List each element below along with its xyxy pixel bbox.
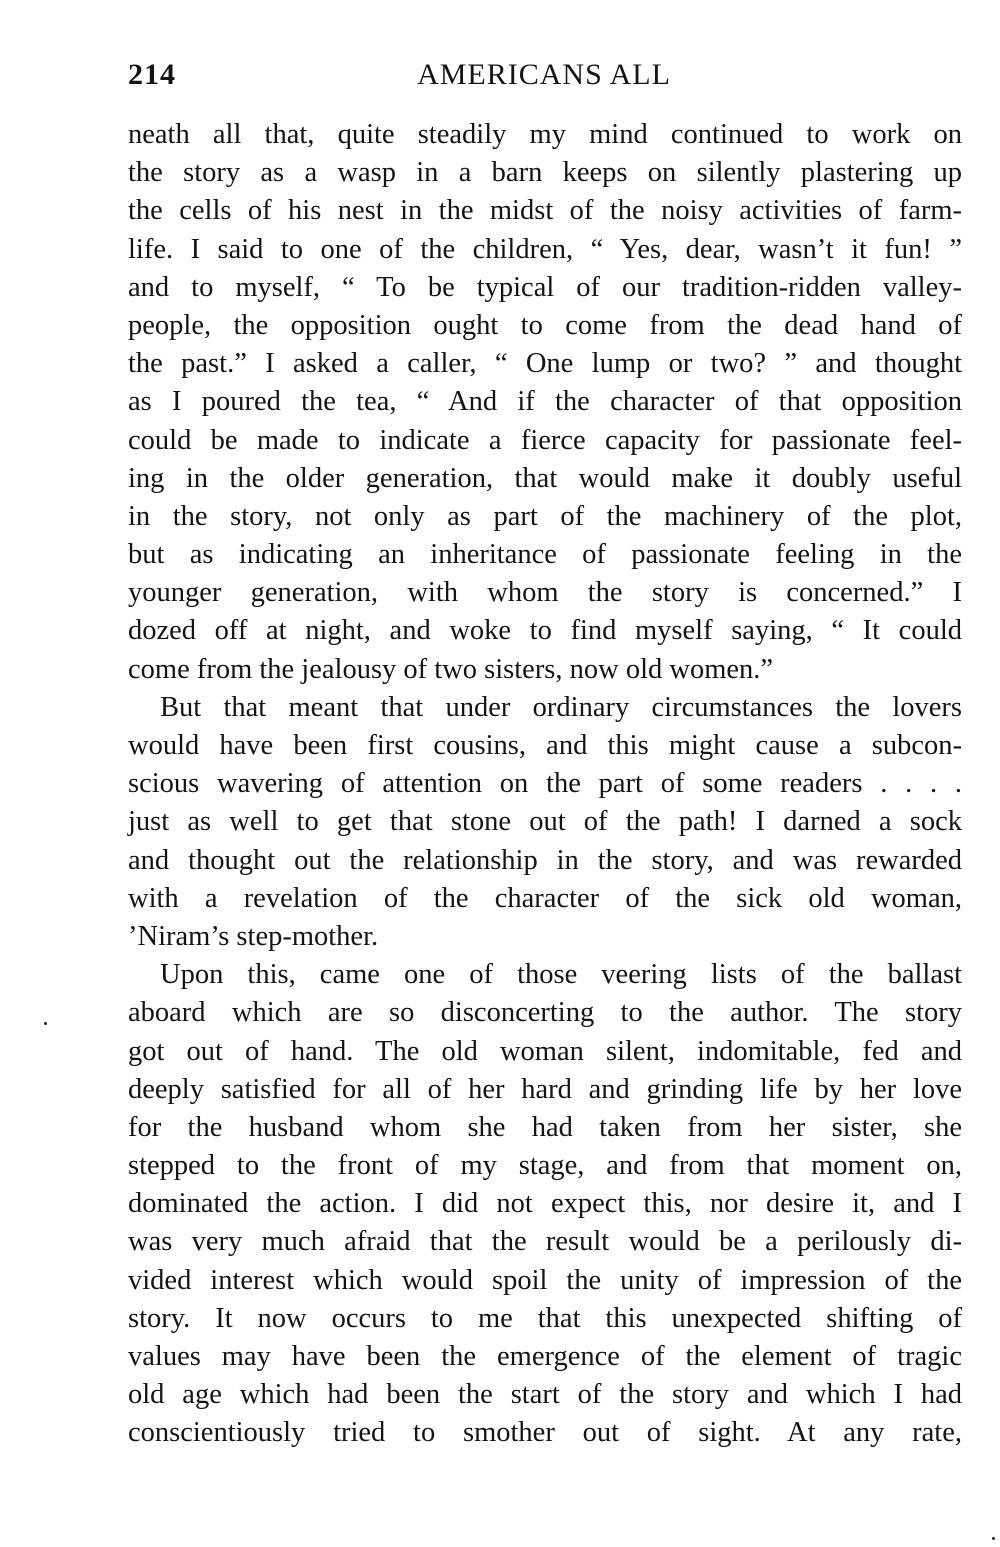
text-line: the story as a wasp in a barn keeps on silently plastering up [128, 157, 962, 189]
text-line: aboard which are so disconcerting to the author. The story [128, 997, 962, 1029]
text-line: was very much afraid that the result would be a perilously di- [128, 1226, 962, 1258]
text-line: Upon this, came one of those veering lists of the ballast [160, 959, 962, 991]
running-title: AMERICANS ALL [417, 58, 671, 91]
text-line: dominated the action. I did not expect this, nor desire it, and I [128, 1188, 962, 1220]
text-line: ’Niram’s step-mother. [128, 920, 379, 952]
text-line: could be made to indicate a fierce capacity for passionate feel- [128, 424, 962, 456]
text-line: values may have been the emergence of the element of tragic [128, 1341, 962, 1372]
text-line: just as well to get that stone out of the path! I darned a sock [128, 806, 962, 838]
text-line: neath all that, quite steadily my mind continued to work on [128, 119, 962, 150]
text-line: people, the opposition ought to come from the dead hand of [128, 309, 962, 341]
text-line: stepped to the front of my stage, and from that moment on, [128, 1150, 962, 1182]
text-line: would have been first cousins, and this might cause a subcon- [128, 730, 962, 761]
text-line: and thought out the relationship in the story, and was rewarded [128, 844, 962, 876]
text-line: younger generation, with whom the story is concerned.” I [128, 577, 962, 609]
text-line: ing in the older generation, that would make it doubly useful [128, 462, 962, 494]
text-line: come from the jealousy of two sisters, now old women.” [128, 653, 774, 685]
scan-speck [992, 1537, 995, 1540]
text-line: got out of hand. The old woman silent, indomitable, fed and [128, 1035, 962, 1067]
text-line: in the story, not only as part of the machinery of the plot, [128, 500, 962, 532]
page-header [128, 58, 960, 98]
text-line: conscientiously tried to smother out of sight. At any rate, [128, 1417, 962, 1449]
body-text [128, 116, 962, 1453]
text-line: with a revelation of the character of the sick old woman, [128, 882, 962, 914]
text-line: the past.” I asked a caller, “ One lump or two? ” and thought [128, 348, 962, 380]
text-line: and to myself, “ To be typical of our tradition-ridden valley- [128, 271, 962, 303]
text-line: But that meant that under ordinary circumstances the lovers [160, 691, 962, 723]
text-line: life. I said to one of the children, “ Yes, dear, wasn’t it fun! ” [128, 233, 962, 265]
text-line: old age which had been the start of the story and which I had [128, 1379, 962, 1411]
scan-speck [44, 1022, 47, 1025]
text-line: the cells of his nest in the midst of the noisy activities of farm- [128, 195, 962, 227]
text-line: deeply satisfied for all of her hard and grinding life by her love [128, 1073, 962, 1105]
text-line: as I poured the tea, “ And if the character of that opposition [128, 386, 962, 418]
text-line: vided interest which would spoil the unity of impression of the [128, 1264, 962, 1296]
text-line: for the husband whom she had taken from her sister, she [128, 1111, 962, 1143]
text-line: dozed off at night, and woke to find myself saying, “ It could [128, 615, 962, 647]
text-line: but as indicating an inheritance of passionate feeling in the [128, 539, 962, 571]
text-line: story. It now occurs to me that this unexpected shifting of [128, 1302, 962, 1334]
text-line: scious wavering of attention on the part of some readers . . . . [128, 768, 962, 800]
page-number: 214 [128, 58, 176, 91]
